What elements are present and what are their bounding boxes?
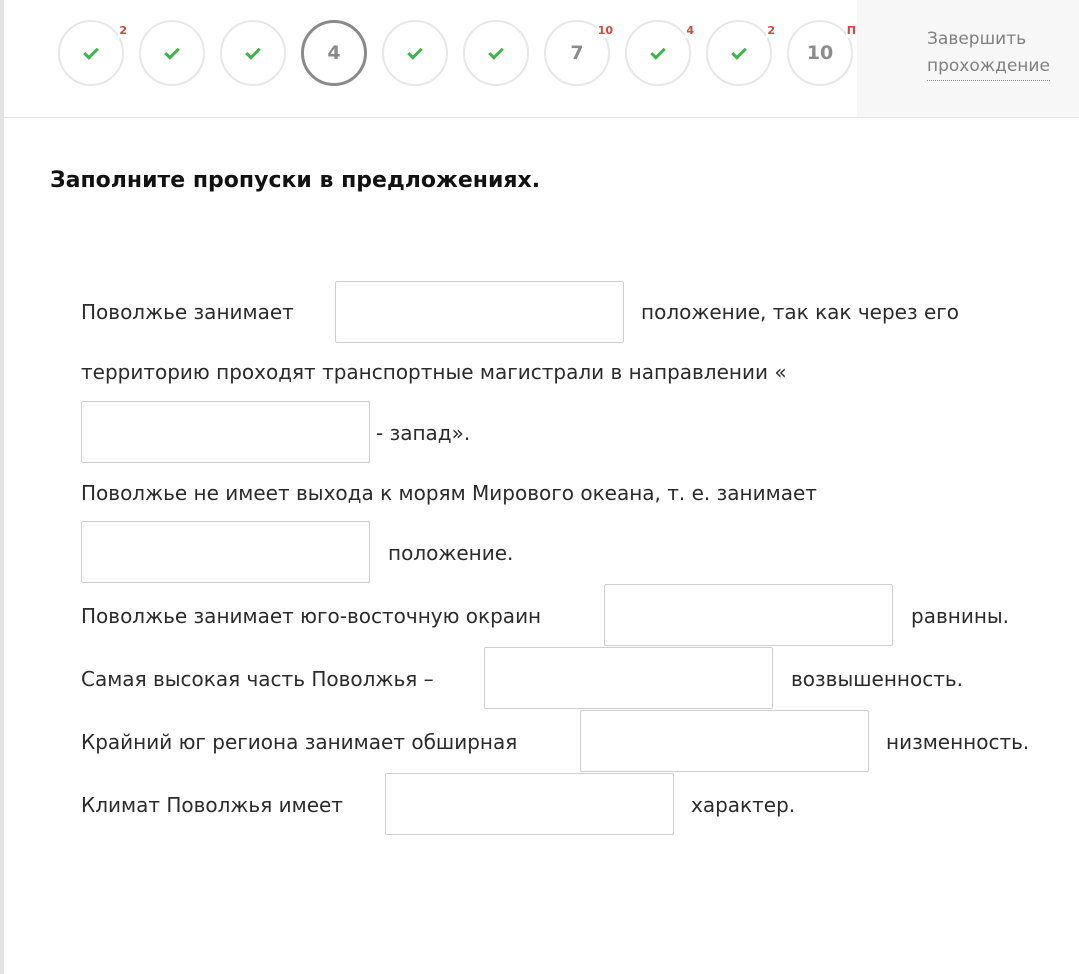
question-step-7[interactable]	[544, 20, 613, 86]
step-number: 10	[806, 42, 834, 64]
question-step-2[interactable]	[139, 20, 205, 86]
answer-field-6[interactable]	[580, 710, 869, 772]
question-step-8[interactable]	[625, 20, 694, 86]
answer-field-1[interactable]	[335, 281, 624, 343]
answer-field-7[interactable]	[385, 773, 674, 835]
question-step-6[interactable]	[463, 20, 529, 86]
check-icon	[164, 44, 180, 60]
sentence-1-before: Поволжье занимает	[81, 300, 294, 324]
sentence-5-after: низменность.	[886, 730, 1030, 754]
finish-test-link[interactable]	[927, 26, 1057, 81]
question-step-5[interactable]	[382, 20, 448, 86]
check-icon	[488, 44, 504, 60]
sentence-2-before: Поволжье не имеет выхода к морям Мирового океана, т. е. занимает	[81, 481, 817, 505]
check-icon	[407, 44, 423, 60]
question-step-3[interactable]	[220, 20, 286, 86]
question-step-9[interactable]	[706, 20, 775, 86]
sentence-4-after: возвышенность.	[791, 667, 964, 691]
finish-link-line1: Завершить	[927, 29, 1027, 49]
sentence-3-before: Поволжье занимает юго-восточную окраин	[81, 604, 542, 628]
sentence-1-after: положение, так как через его	[641, 300, 960, 324]
question-navigation-bar	[4, 0, 1079, 118]
answer-field-4[interactable]	[604, 584, 893, 646]
sentence-1-line2: территорию проходят транспортные магистрали в направлении «	[81, 360, 787, 384]
sentence-3-after: равнины.	[911, 604, 1010, 628]
attempts-badge: 2	[767, 24, 775, 37]
step-number: 7	[570, 42, 584, 64]
check-icon	[83, 44, 99, 60]
attempts-badge: 4	[686, 24, 694, 37]
sentence-6-after: характер.	[691, 793, 796, 817]
question-step-10[interactable]	[787, 20, 856, 86]
check-icon	[650, 44, 666, 60]
sentence-2-after: положение.	[388, 541, 514, 565]
attempts-badge: П	[846, 24, 856, 37]
check-icon	[731, 44, 747, 60]
answer-field-2[interactable]	[81, 401, 370, 463]
question-step-4[interactable]	[301, 20, 367, 86]
answer-field-5[interactable]	[484, 647, 773, 709]
step-number: 4	[327, 42, 341, 64]
task-title: Заполните пропуски в предложениях.	[50, 168, 541, 193]
check-icon	[245, 44, 261, 60]
attempts-badge: 2	[119, 24, 127, 37]
sentence-4-before: Самая высокая часть Поволжья –	[81, 667, 434, 691]
question-steps	[58, 20, 858, 86]
question-step-1[interactable]	[58, 20, 127, 86]
finish-link-line2: прохождение	[927, 53, 1050, 81]
attempts-badge: 10	[597, 24, 613, 37]
sentence-1-end: - запад».	[376, 421, 471, 445]
finish-panel	[857, 0, 1079, 117]
answer-field-3[interactable]	[81, 521, 370, 583]
sentence-6-before: Климат Поволжья имеет	[81, 793, 343, 817]
sentence-5-before: Крайний юг региона занимает обширная	[81, 730, 518, 754]
